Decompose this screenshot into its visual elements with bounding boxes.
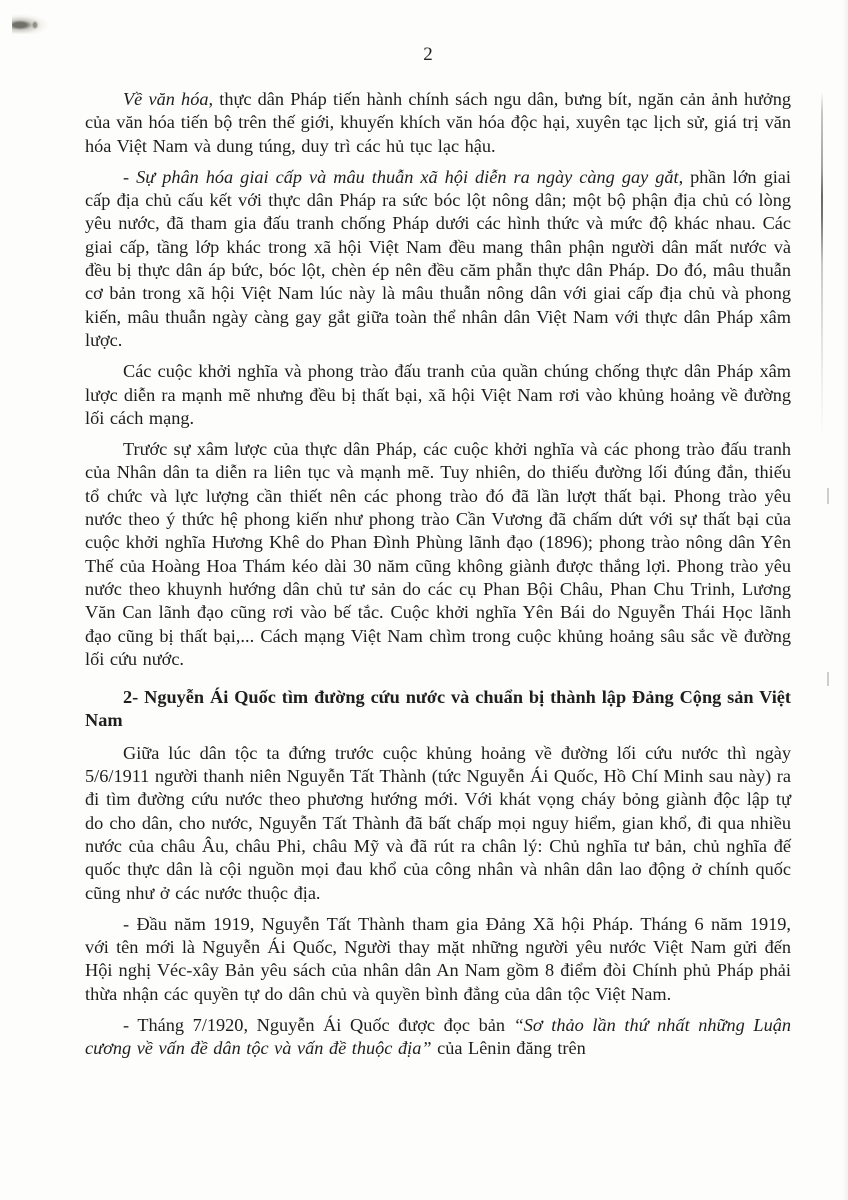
scan-tick-right-1: [827, 488, 829, 504]
text-run: Giữa lúc dân tộc ta đứng trước cuộc khủng hoảng về đường lối cứu nước thì ngày 5/6/1911 người thanh niên Nguyễn Tất Thành (tức Nguyễn Ái Quốc, Hồ Chí Minh sau này) ra đi tìm đường cứu nước theo phương hướng mới. Với khát vọng cháy bỏng giành độc lập tự do cho dân, cho nước, Nguyễn Tất Thành đã bất chấp mọi nguy hiểm, gian khổ, đi qua nhiều nước của châu Âu, châu Phi, châu Mỹ và đã rút ra chân lý: Chủ nghĩa tư bản, chủ nghĩa đế quốc thực dân là cội nguồn mọi đau khổ của công nhân và nhân dân lao động ở chính quốc cũng như ở các nước thuộc địa.: [85, 742, 791, 903]
scan-tick-right-2: [827, 672, 829, 686]
text-run: của Lênin đăng trên: [431, 1038, 586, 1059]
page-edge-shade: [842, 0, 848, 1200]
text-run: - Sự phân hóa giai cấp và mâu thuẫn xã hội diễn ra ngày càng gay gắt: [123, 166, 679, 187]
document-body: [85, 88, 791, 1061]
text-run: , phần lớn giai cấp địa chủ cấu kết với thực dân Pháp ra sức bóc lột nông dân; một bộ phận địa chủ có lòng yêu nước, đã tham gia đấu tranh chống Pháp dưới các hình thức và mức độ khác nhau. Các giai cấp, tầng lớp khác trong xã hội Việt Nam đều mang thân phận người dân mất nước và đều bị thực dân áp bức, bóc lột, chèn ép nên đều căm phẫn thực dân Pháp. Do đó, mâu thuẫn cơ bản trong xã hội Việt Nam lúc này là mâu thuẫn nông dân với giai cấp địa chủ và phong kiến, mâu thuẫn ngày càng gay gắt giữa toàn thể nhân dân Việt Nam với thực dân Pháp xâm lược.: [85, 166, 791, 350]
paragraph: [85, 913, 791, 1006]
text-column: [85, 44, 791, 1061]
scan-line-right-edge: [821, 92, 823, 437]
paragraph: [85, 1014, 791, 1061]
text-run: - Đầu năm 1919, Nguyễn Tất Thành tham gia Đảng Xã hội Pháp. Tháng 6 năm 1919, với tên mới là Nguyễn Ái Quốc, Người thay mặt những người yêu nước Việt Nam gửi đến Hội nghị Véc-xây Bản yêu sách của nhân dân An Nam gồm 8 điểm đòi Chính phủ Pháp phải thừa nhận các quyền tự do dân chủ và quyền bình đẳng của dân tộc Việt Nam.: [85, 913, 791, 1004]
paragraph: [85, 438, 791, 671]
text-run: Về văn hóa,: [123, 89, 214, 109]
paragraph: [85, 742, 791, 905]
text-run: Các cuộc khởi nghĩa và phong trào đấu tranh của quần chúng chống thực dân Pháp xâm lược diễn ra mạnh mẽ nhưng đều bị thất bại, xã hội Việt Nam rơi vào khủng hoảng về đường lối cách mạng.: [85, 361, 791, 428]
paragraph: [85, 166, 791, 352]
text-run: Trước sự xâm lược của thực dân Pháp, các cuộc khởi nghĩa và các phong trào đấu tranh của Nhân dân ta diễn ra liên tục và mạnh mẽ. Tuy nhiên, do thiếu đường lối đúng đắn, thiếu tổ chức và lực lượng cần thiết nên các phong trào đó đã lần lượt thất bại. Phong trào yêu nước theo ý thức hệ phong kiến như phong trào Cần Vương đã chấm dứt với sự thất bại của cuộc khởi nghĩa Hương Khê do Phan Đình Phùng lãnh đạo (1896); phong trào nông dân Yên Thế của Hoàng Hoa Thám kéo dài 30 năm cũng không giành được thắng lợi. Phong trào yêu nước theo khuynh hướng dân chủ tư sản do các cụ Phan Bội Châu, Phan Chu Trinh, Lương Văn Can lãnh đạo cũng rơi vào bế tắc. Cuộc khởi nghĩa Yên Bái do Nguyễn Thái Học lãnh đạo cũng bị thất bại,... Cách mạng Việt Nam chìm trong cuộc khủng hoảng sâu sắc về đường lối cứu nước.: [85, 439, 791, 669]
text-run: 2- Nguyễn Ái Quốc tìm đường cứu nước và chuẩn bị thành lập Đảng Cộng sản Việt Nam: [85, 687, 791, 731]
text-run: “Sơ thảo lần thứ nhất những Luận cương về vấn đề dân tộc và vấn đề thuộc địa”: [85, 1014, 791, 1059]
text-run: - Tháng 7/1920, Nguyễn Ái Quốc được đọc bản: [123, 1014, 514, 1035]
text-run: thực dân Pháp tiến hành chính sách ngu dân, bưng bít, ngăn cản ảnh hưởng của văn hóa tiến bộ trên thế giới, khuyến khích văn hóa độc hại, xuyên tạc lịch sử, giá trị văn hóa Việt Nam và dung túng, duy trì các hủ tục lạc hậu.: [85, 89, 791, 156]
scan-smudge-top-left: [12, 14, 48, 34]
paragraph: [85, 360, 791, 430]
paragraph: [85, 88, 791, 158]
section-heading: [85, 686, 791, 733]
page-number: 2: [423, 44, 433, 65]
